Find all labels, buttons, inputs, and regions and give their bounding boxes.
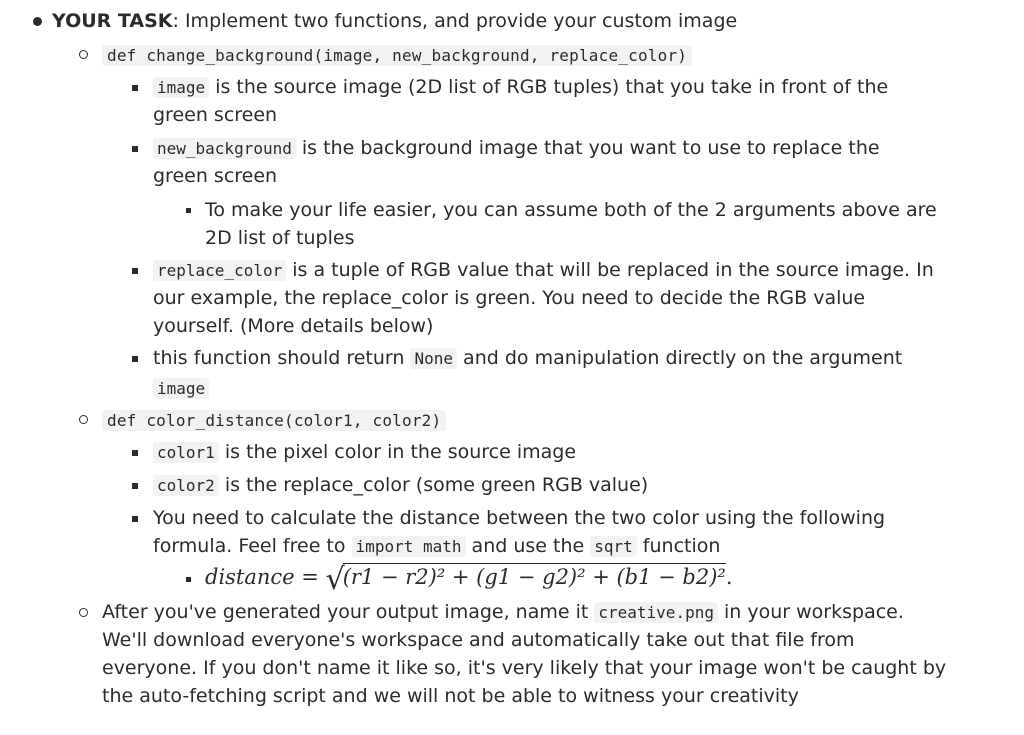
calc-text-2c: function: [636, 535, 721, 557]
assume-line-1: To make your life easier, you can assume both of the 2 arguments above are: [205, 199, 937, 221]
calc-text-2a: formula. Feel free to: [153, 535, 352, 557]
color1-text: is the pixel color in the source image: [218, 441, 577, 463]
sqrt-icon: √: [325, 562, 345, 597]
bullet-circle: [79, 415, 88, 424]
bullet-square: [132, 483, 138, 489]
change-background-signature-line: [102, 41, 692, 70]
bullet-square: [132, 516, 138, 522]
output-line-1: [102, 598, 904, 627]
task-line: [52, 7, 737, 35]
output-line-2: We'll download everyone's workspace and automatically take out that file from: [102, 629, 855, 651]
output-text-1b: in your workspace.: [717, 601, 904, 623]
output-text-1a: After you've generated your output image, name it: [102, 601, 595, 623]
return-text-1: this function should return: [153, 347, 411, 369]
bullet-small-square: [186, 208, 191, 213]
image-text-1: is the source image (2D list of RGB tuples) that you take in front of the: [209, 76, 889, 98]
return-desc-line-1: [153, 344, 902, 373]
calc-text-2b: and use the: [465, 535, 591, 557]
bullet-small-square: [186, 577, 191, 582]
replace-color-desc-line-1: [153, 256, 934, 285]
distance-formula: [205, 562, 733, 597]
image-code: image: [153, 77, 209, 98]
color2-text: is the replace_color (some green RGB value): [218, 474, 649, 496]
color-distance-signature-line: [102, 406, 446, 435]
new-background-code: new_background: [153, 138, 296, 159]
formula-equals: =: [294, 565, 326, 589]
task-intro: : Implement two functions, and provide your custom image: [172, 10, 738, 32]
return-code: None: [410, 348, 457, 369]
image-desc-line-2: green screen: [153, 104, 278, 126]
return-desc-line-2: [153, 374, 209, 403]
bullet-square: [132, 85, 138, 91]
change-background-signature: def change_background(image, new_background, replace_color): [102, 45, 692, 66]
output-line-4: the auto-fetching script and we will not be able to witness your creativity: [102, 685, 799, 707]
image-desc-line-1: [153, 73, 888, 102]
bullet-disc: [33, 17, 42, 26]
replace-color-desc-line-2: our example, the replace_color is green. You need to decide the RGB value: [153, 287, 866, 309]
calc-desc-line-1: You need to calculate the distance between the two color using the following: [153, 507, 886, 529]
formula-end: .: [725, 565, 733, 589]
bullet-square: [132, 146, 138, 152]
new-background-text-1: is the background image that you want to use to replace the: [295, 137, 880, 159]
formula-radicand: (r1 − r2)² + (g1 − g2)² + (b1 − b2)²: [342, 565, 726, 589]
output-line-3: everyone. If you don't name it like so, it's very likely that your image won't be caught by: [102, 657, 947, 679]
replace-color-desc-line-3: yourself. (More details below): [153, 315, 434, 337]
replace-color-text-1: is a tuple of RGB value that will be replaced in the source image. In: [286, 259, 934, 281]
return-code-image: image: [153, 378, 209, 399]
calc-desc-line-2: [153, 532, 720, 561]
color-distance-signature: def color_distance(color1, color2): [102, 410, 446, 431]
bullet-square: [132, 450, 138, 456]
bullet-circle: [79, 608, 88, 617]
task-heading: YOUR TASK: [52, 10, 173, 32]
return-text-2: and do manipulation directly on the argument: [457, 347, 903, 369]
bullet-square: [132, 268, 138, 274]
color1-desc-line: [153, 438, 576, 467]
assume-line-2: 2D list of tuples: [205, 227, 355, 249]
import-math-code: import math: [352, 536, 466, 557]
color2-code: color2: [153, 475, 219, 496]
color1-code: color1: [153, 442, 219, 463]
new-background-desc-line-1: [153, 134, 880, 163]
sqrt-code: sqrt: [590, 536, 637, 557]
output-filename: creative.png: [594, 602, 718, 623]
replace-color-code: replace_color: [153, 260, 286, 281]
new-background-desc-line-2: green screen: [153, 165, 278, 187]
bullet-circle: [79, 50, 88, 59]
formula-lhs: distance: [205, 565, 295, 589]
color2-desc-line: [153, 471, 648, 500]
bullet-square: [132, 356, 138, 362]
